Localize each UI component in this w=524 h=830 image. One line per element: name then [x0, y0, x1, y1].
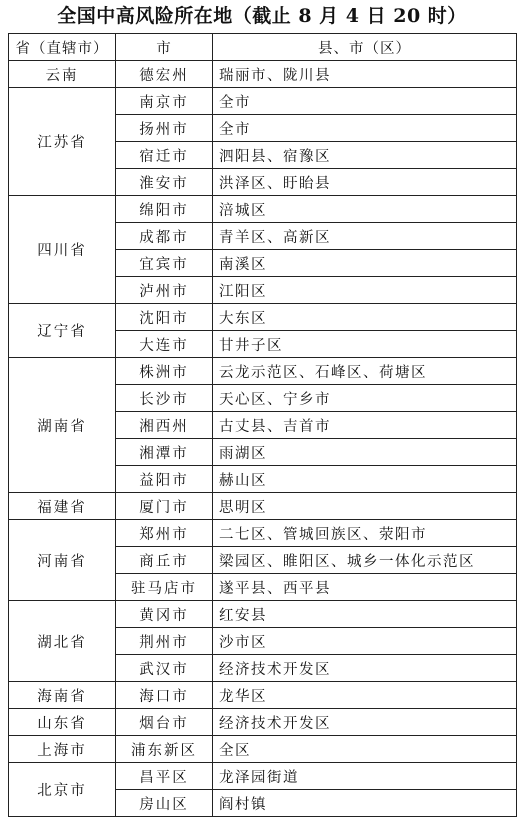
column-header-city: 市 [116, 34, 213, 61]
province-cell: 福建省 [9, 493, 116, 520]
table-row [9, 520, 517, 547]
city-cell: 郑州市 [116, 520, 213, 547]
area-cell: 涪城区 [213, 196, 517, 223]
table-row [9, 196, 517, 223]
area-cell: 洪泽区、盱眙县 [213, 169, 517, 196]
city-cell: 驻马店市 [116, 574, 213, 601]
city-cell: 烟台市 [116, 709, 213, 736]
province-cell: 湖北省 [9, 601, 116, 682]
area-cell: 古丈县、吉首市 [213, 412, 517, 439]
city-cell: 昌平区 [116, 763, 213, 790]
page-title: 全国中高风险所在地（截止 8 月 4 日 20 时） [57, 5, 467, 27]
area-cell: 全区 [213, 736, 517, 763]
province-cell: 湖南省 [9, 358, 116, 493]
table-row [9, 709, 517, 736]
city-cell: 沈阳市 [116, 304, 213, 331]
table-body [9, 61, 517, 817]
area-cell: 赫山区 [213, 466, 517, 493]
area-cell: 南溪区 [213, 250, 517, 277]
city-cell: 株洲市 [116, 358, 213, 385]
city-cell: 厦门市 [116, 493, 213, 520]
table-row [9, 61, 517, 88]
area-cell: 全市 [213, 115, 517, 142]
table-row [9, 493, 517, 520]
province-cell: 上海市 [9, 736, 116, 763]
city-cell: 大连市 [116, 331, 213, 358]
area-cell: 经济技术开发区 [213, 655, 517, 682]
city-cell: 湘西州 [116, 412, 213, 439]
table-header-row [9, 34, 517, 61]
table-row [9, 736, 517, 763]
risk-area-table [8, 33, 517, 817]
city-cell: 湘潭市 [116, 439, 213, 466]
column-header-area: 县、市（区） [213, 34, 517, 61]
table-row [9, 304, 517, 331]
city-cell: 黄冈市 [116, 601, 213, 628]
area-cell: 青羊区、高新区 [213, 223, 517, 250]
province-cell: 云南 [9, 61, 116, 88]
city-cell: 泸州市 [116, 277, 213, 304]
area-cell: 江阳区 [213, 277, 517, 304]
area-cell: 经济技术开发区 [213, 709, 517, 736]
city-cell: 房山区 [116, 790, 213, 817]
area-cell: 龙泽园街道 [213, 763, 517, 790]
area-cell: 甘井子区 [213, 331, 517, 358]
city-cell: 浦东新区 [116, 736, 213, 763]
area-cell: 红安县 [213, 601, 517, 628]
table-row [9, 358, 517, 385]
table-row [9, 601, 517, 628]
column-header-province: 省（直辖市） [9, 34, 116, 61]
area-cell: 雨湖区 [213, 439, 517, 466]
area-cell: 梁园区、睢阳区、城乡一体化示范区 [213, 547, 517, 574]
area-cell: 云龙示范区、石峰区、荷塘区 [213, 358, 517, 385]
area-cell: 沙市区 [213, 628, 517, 655]
city-cell: 宿迁市 [116, 142, 213, 169]
table-row [9, 763, 517, 790]
city-cell: 长沙市 [116, 385, 213, 412]
city-cell: 扬州市 [116, 115, 213, 142]
area-cell: 阎村镇 [213, 790, 517, 817]
city-cell: 荆州市 [116, 628, 213, 655]
province-cell: 海南省 [9, 682, 116, 709]
city-cell: 淮安市 [116, 169, 213, 196]
area-cell: 思明区 [213, 493, 517, 520]
city-cell: 商丘市 [116, 547, 213, 574]
province-cell: 北京市 [9, 763, 116, 817]
city-cell: 宜宾市 [116, 250, 213, 277]
area-cell: 二七区、管城回族区、荥阳市 [213, 520, 517, 547]
area-cell: 瑞丽市、陇川县 [213, 61, 517, 88]
city-cell: 武汉市 [116, 655, 213, 682]
province-cell: 河南省 [9, 520, 116, 601]
city-cell: 成都市 [116, 223, 213, 250]
table-row [9, 682, 517, 709]
province-cell: 四川省 [9, 196, 116, 304]
city-cell: 德宏州 [116, 61, 213, 88]
area-cell: 大东区 [213, 304, 517, 331]
area-cell: 天心区、宁乡市 [213, 385, 517, 412]
area-cell: 全市 [213, 88, 517, 115]
area-cell: 遂平县、西平县 [213, 574, 517, 601]
city-cell: 益阳市 [116, 466, 213, 493]
table-row [9, 88, 517, 115]
city-cell: 绵阳市 [116, 196, 213, 223]
province-cell: 山东省 [9, 709, 116, 736]
city-cell: 南京市 [116, 88, 213, 115]
province-cell: 江苏省 [9, 88, 116, 196]
city-cell: 海口市 [116, 682, 213, 709]
area-cell: 泗阳县、宿豫区 [213, 142, 517, 169]
area-cell: 龙华区 [213, 682, 517, 709]
province-cell: 辽宁省 [9, 304, 116, 358]
